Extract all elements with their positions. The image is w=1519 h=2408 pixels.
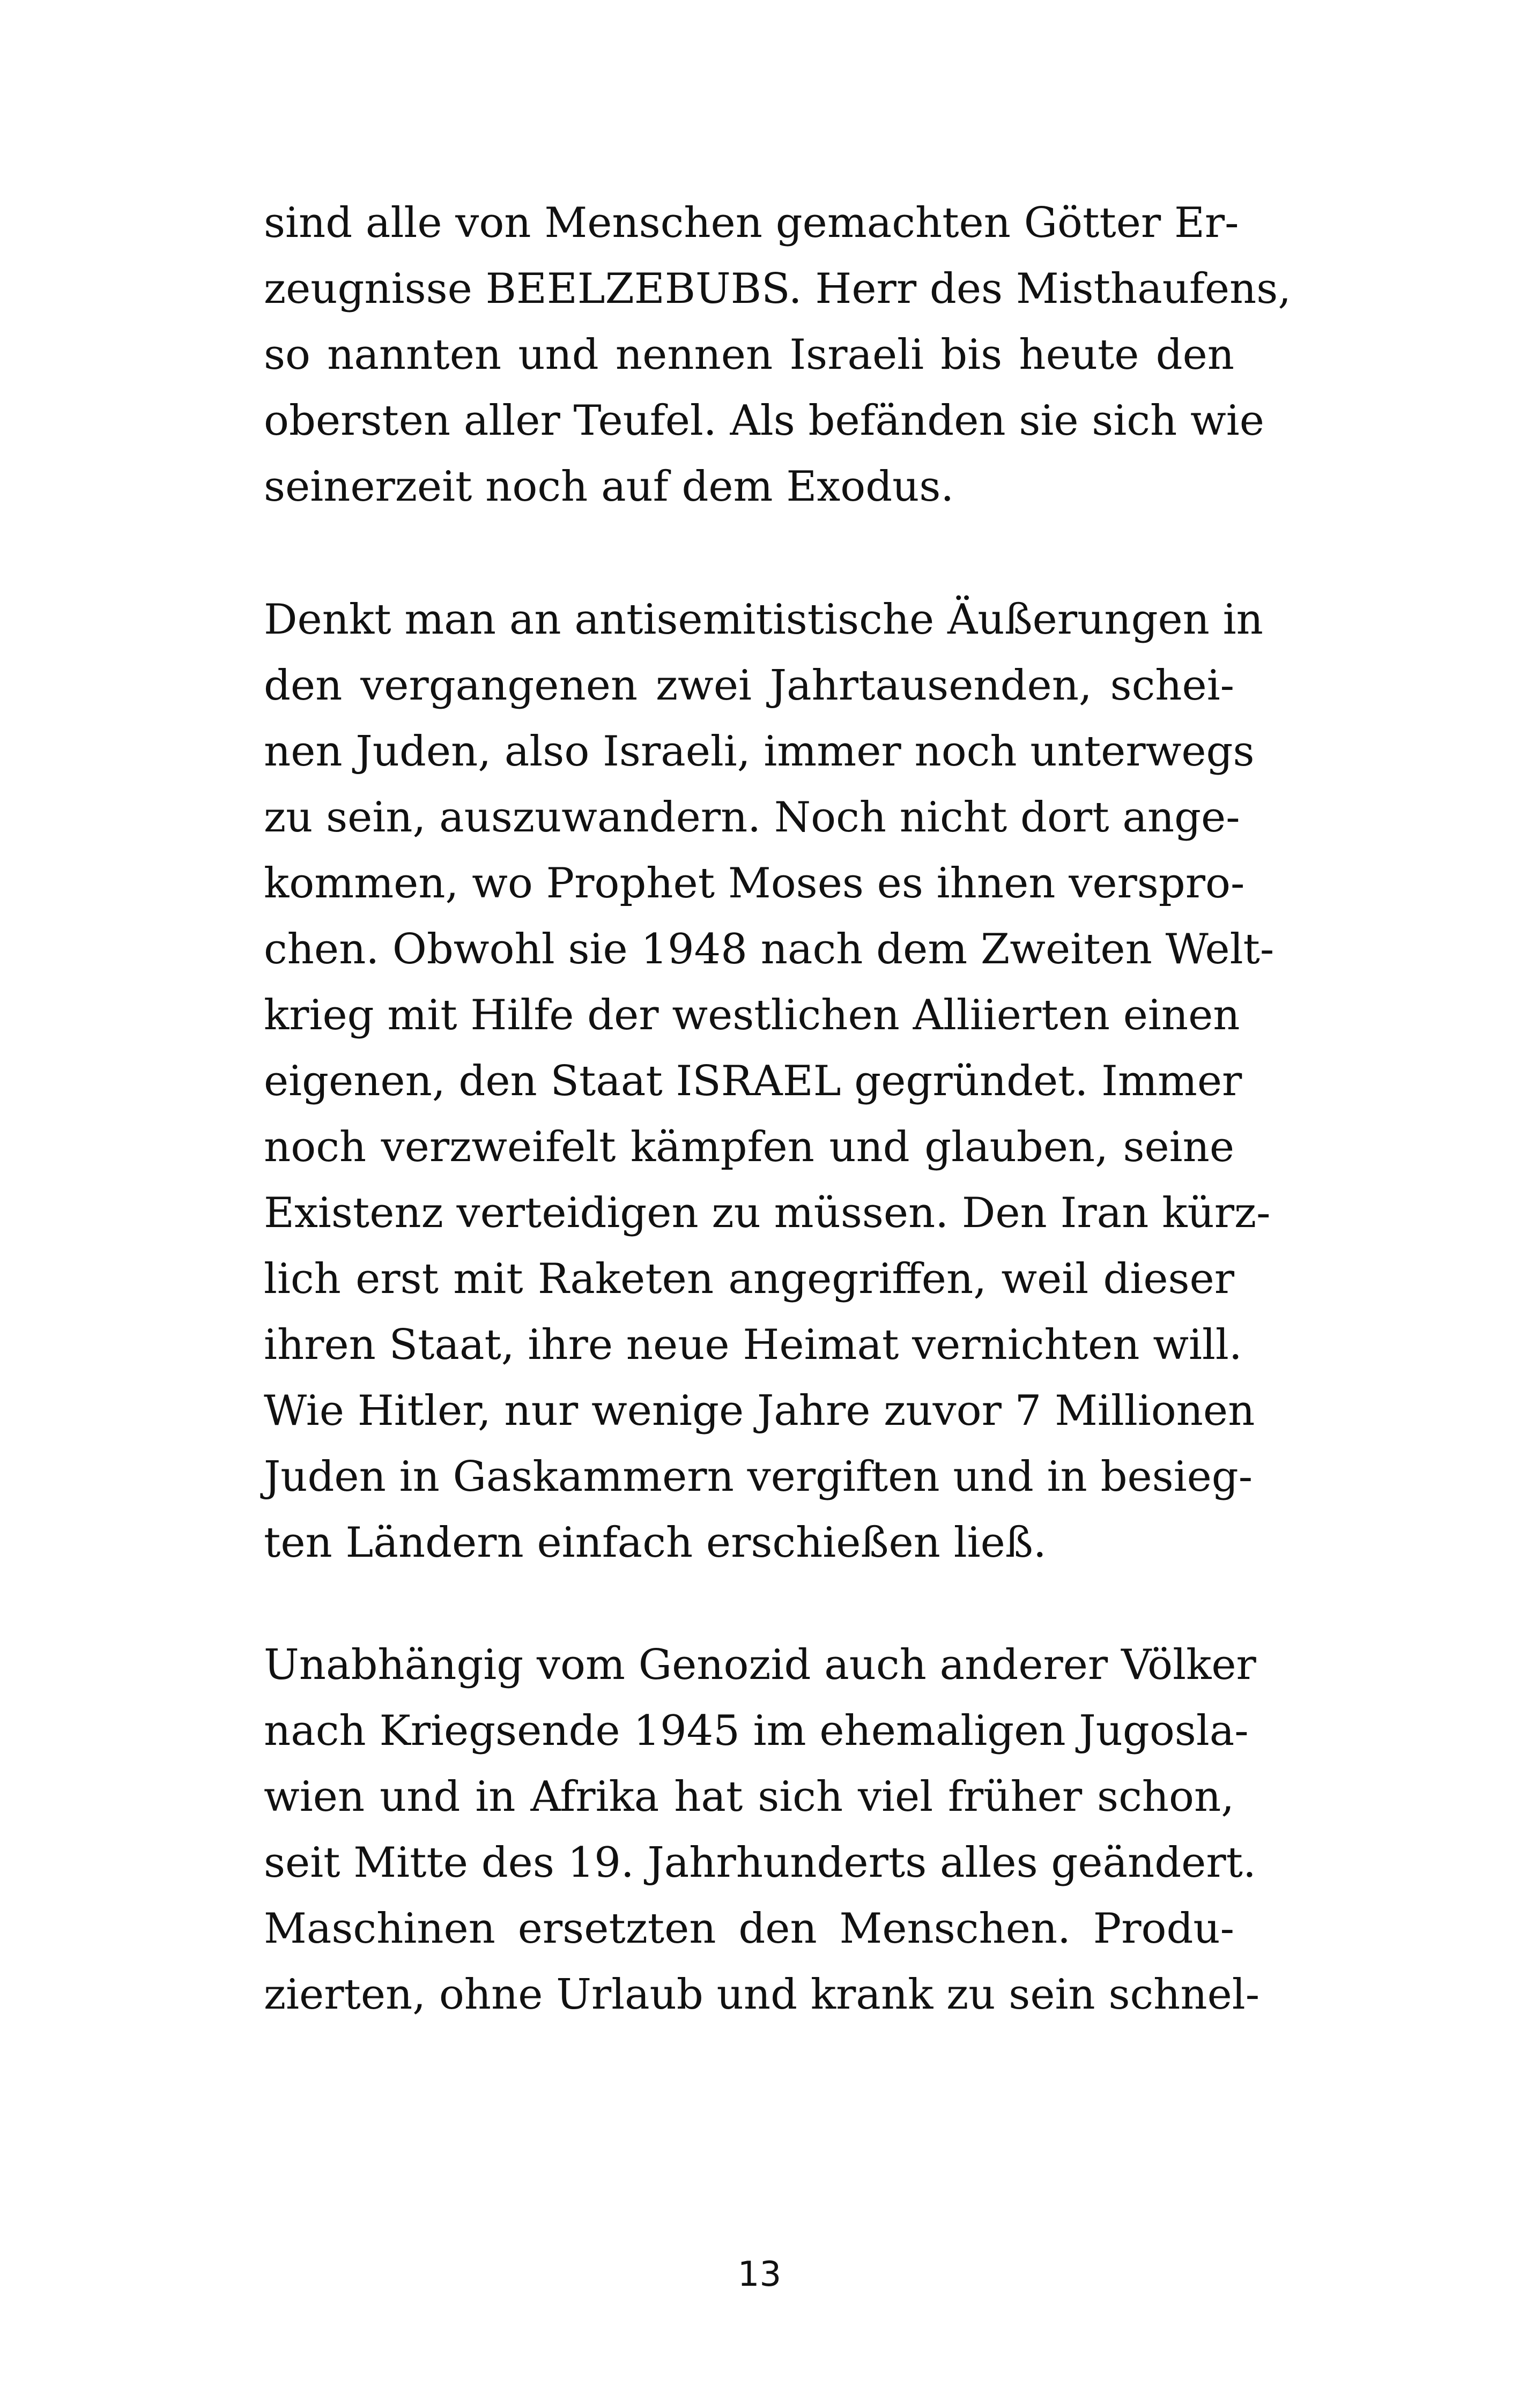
- text-line: ihren Staat, ihre neue Heimat vernichten will.: [264, 1321, 1242, 1369]
- paragraph-1: [264, 190, 1292, 520]
- page-number: 13: [737, 2255, 782, 2294]
- paragraph-2: [264, 587, 1275, 1576]
- text-line: den vergangenen zwei Jahrtausenden, schei-: [264, 662, 1234, 710]
- text-line: lich erst mit Raketen angegriffen, weil dieser: [264, 1255, 1234, 1303]
- text-line: chen. Obwohl sie 1948 nach dem Zweiten Welt-: [264, 925, 1275, 973]
- text-line: Denkt man an antisemitistische Äußerungen in: [264, 596, 1263, 644]
- text-line: krieg mit Hilfe der westlichen Alliierten einen: [264, 991, 1240, 1039]
- text-line: seit Mitte des 19. Jahrhunderts alles geändert.: [264, 1839, 1256, 1887]
- text-line: ten Ländern einfach erschießen ließ.: [264, 1519, 1047, 1567]
- text-line: Wie Hitler, nur wenige Jahre zuvor 7 Millionen: [264, 1387, 1255, 1435]
- text-line: obersten aller Teufel. Als befänden sie sich wie: [264, 397, 1264, 445]
- text-line: so nannten und nennen Israeli bis heute den: [264, 331, 1234, 379]
- text-line: nen Juden, also Israeli, immer noch unterwegs: [264, 727, 1255, 776]
- text-line: Juden in Gaskammern vergiften und in besieg-: [264, 1453, 1253, 1501]
- text-line: wien und in Afrika hat sich viel früher schon,: [264, 1773, 1234, 1821]
- text-line: sind alle von Menschen gemachten Götter Er-: [264, 199, 1239, 247]
- text-line: zu sein, auszuwandern. Noch nicht dort ange-: [264, 793, 1240, 842]
- text-line: zeugnisse BEELZEBUBS. Herr des Misthaufens,: [264, 265, 1292, 313]
- text-line: nach Kriegsende 1945 im ehemaligen Jugosla-: [264, 1707, 1249, 1755]
- text-line: zierten, ohne Urlaub und krank zu sein schnel-: [264, 1971, 1260, 2019]
- text-line: Maschinen ersetzten den Menschen. Produ-: [264, 1905, 1234, 1953]
- text-line: Existenz verteidigen zu müssen. Den Iran kürz-: [264, 1189, 1271, 1237]
- text-line: kommen, wo Prophet Moses es ihnen verspro-: [264, 859, 1245, 908]
- paragraph-3: [264, 1632, 1260, 2028]
- text-line: Unabhängig vom Genozid auch anderer Völker: [264, 1641, 1256, 1689]
- text-line: seinerzeit noch auf dem Exodus.: [264, 463, 954, 511]
- text-line: eigenen, den Staat ISRAEL gegründet. Immer: [264, 1057, 1242, 1105]
- text-line: noch verzweifelt kämpfen und glauben, seine: [264, 1123, 1234, 1171]
